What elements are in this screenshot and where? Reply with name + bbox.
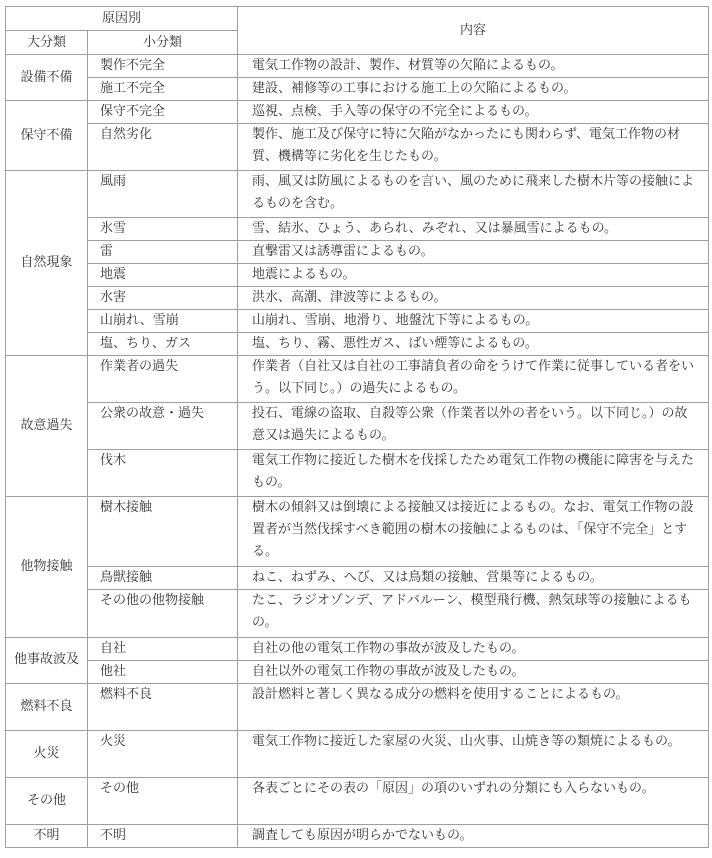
minor-category-cell: 不明 xyxy=(88,824,238,847)
content-cell: たこ、ラジオゾンデ、アドバルーン、模型飛行機、熱気球等の接触によるもの。 xyxy=(238,590,709,637)
minor-category-cell: 地震 xyxy=(88,264,238,287)
header-minor-category: 小分類 xyxy=(88,31,238,55)
content-cell: 巡視、点検、手入等の保守の不完全によるもの。 xyxy=(238,101,709,124)
content-cell: ねこ、ねずみ、へび、又は鳥類の接触、営巣等によるもの。 xyxy=(238,567,709,590)
content-cell: 各表ごとにその表の「原因」の項のいずれの分類にも入らないもの。 xyxy=(238,777,709,824)
major-category-cell: 火災 xyxy=(6,730,88,777)
minor-category-cell: 山崩れ、雪崩 xyxy=(88,310,238,333)
major-category-cell: 設備不備 xyxy=(6,55,88,101)
content-cell: 山崩れ、雪崩、地滑り、地盤沈下等によるもの。 xyxy=(238,310,709,333)
content-cell: 調査しても原因が明らかでないもの。 xyxy=(238,824,709,847)
minor-category-cell: 他社 xyxy=(88,660,238,683)
minor-category-cell: 塩、ちり、ガス xyxy=(88,333,238,356)
cause-classification-table xyxy=(5,6,709,848)
content-cell: 作業者（自社又は自社の工事請負者の命をうけて作業に従事している者をいう。以下同じ。）の過失によるもの。 xyxy=(238,356,709,403)
major-category-cell: 燃料不良 xyxy=(6,683,88,730)
content-cell: 洪水、高潮、津波等によるもの。 xyxy=(238,287,709,310)
content-cell: 直撃雷又は誘導雷によるもの。 xyxy=(238,241,709,264)
content-cell: 建設、補修等の工事における施工上の欠陥によるもの。 xyxy=(238,78,709,101)
content-cell: 電気工作物に接近した樹木を伐採したため電気工作物の機能に障害を与えたもの。 xyxy=(238,450,709,497)
minor-category-cell: 伐木 xyxy=(88,450,238,497)
minor-category-cell: 施工不完全 xyxy=(88,78,238,101)
minor-category-cell: 風雨 xyxy=(88,171,238,218)
content-cell: 製作、施工及び保守に特に欠陥がなかったにも関わらず、電気工作物の材質、機構等に劣化を生じたもの。 xyxy=(238,124,709,171)
minor-category-cell: 雷 xyxy=(88,241,238,264)
content-cell: 電気工作物に接近した家屋の火災、山火事、山焼き等の類焼によるもの。 xyxy=(238,730,709,777)
content-cell: 塩、ちり、霧、悪性ガス、ばい煙等によるもの。 xyxy=(238,333,709,356)
content-cell: 自社の他の電気工作物の事故が波及したもの。 xyxy=(238,637,709,660)
major-category-cell: 不明 xyxy=(6,824,88,847)
content-cell: 自社以外の電気工作物の事故が波及したもの。 xyxy=(238,660,709,683)
minor-category-cell: 氷雪 xyxy=(88,218,238,241)
minor-category-cell: 鳥獣接触 xyxy=(88,567,238,590)
content-cell: 設計燃料と著しく異なる成分の燃料を使用することによるもの。 xyxy=(238,683,709,730)
major-category-cell: 自然現象 xyxy=(6,171,88,356)
content-cell: 地震によるもの。 xyxy=(238,264,709,287)
minor-category-cell: 燃料不良 xyxy=(88,683,238,730)
content-cell: 雨、風又は防風によるものを言い、風のために飛来した樹木片等の接触によるものを含む。 xyxy=(238,171,709,218)
minor-category-cell: 水害 xyxy=(88,287,238,310)
content-cell: 投石、電線の盗取、自殺等公衆（作業者以外の者をいう。以下同じ。）の故意又は過失によるもの。 xyxy=(238,403,709,450)
major-category-cell: 他事故波及 xyxy=(6,637,88,683)
minor-category-cell: 公衆の故意・過失 xyxy=(88,403,238,450)
minor-category-cell: 保守不完全 xyxy=(88,101,238,124)
header-content: 内容 xyxy=(238,7,709,55)
content-cell: 雪、結氷、ひょう、あられ、みぞれ、又は暴風雪によるもの。 xyxy=(238,218,709,241)
minor-category-cell: その他の他物接触 xyxy=(88,590,238,637)
minor-category-cell: 火災 xyxy=(88,730,238,777)
minor-category-cell: 自然劣化 xyxy=(88,124,238,171)
major-category-cell: その他 xyxy=(6,777,88,824)
minor-category-cell: 自社 xyxy=(88,637,238,660)
minor-category-cell: 作業者の過失 xyxy=(88,356,238,403)
major-category-cell: 他物接触 xyxy=(6,497,88,637)
minor-category-cell: 製作不完全 xyxy=(88,55,238,78)
content-cell: 樹木の傾斜又は倒壊による接触又は接近によるもの。なお、電気工作物の設置者が当然伐採すべき範囲の樹木の接触によるものは、「保守不完全」とする。 xyxy=(238,497,709,567)
major-category-cell: 故意過失 xyxy=(6,356,88,497)
major-category-cell: 保守不備 xyxy=(6,101,88,171)
minor-category-cell: 樹木接触 xyxy=(88,497,238,567)
header-major-category: 大分類 xyxy=(6,31,88,55)
minor-category-cell: その他 xyxy=(88,777,238,824)
header-cause-group: 原因別 xyxy=(6,7,238,31)
content-cell: 電気工作物の設計、製作、材質等の欠陥によるもの。 xyxy=(238,55,709,78)
